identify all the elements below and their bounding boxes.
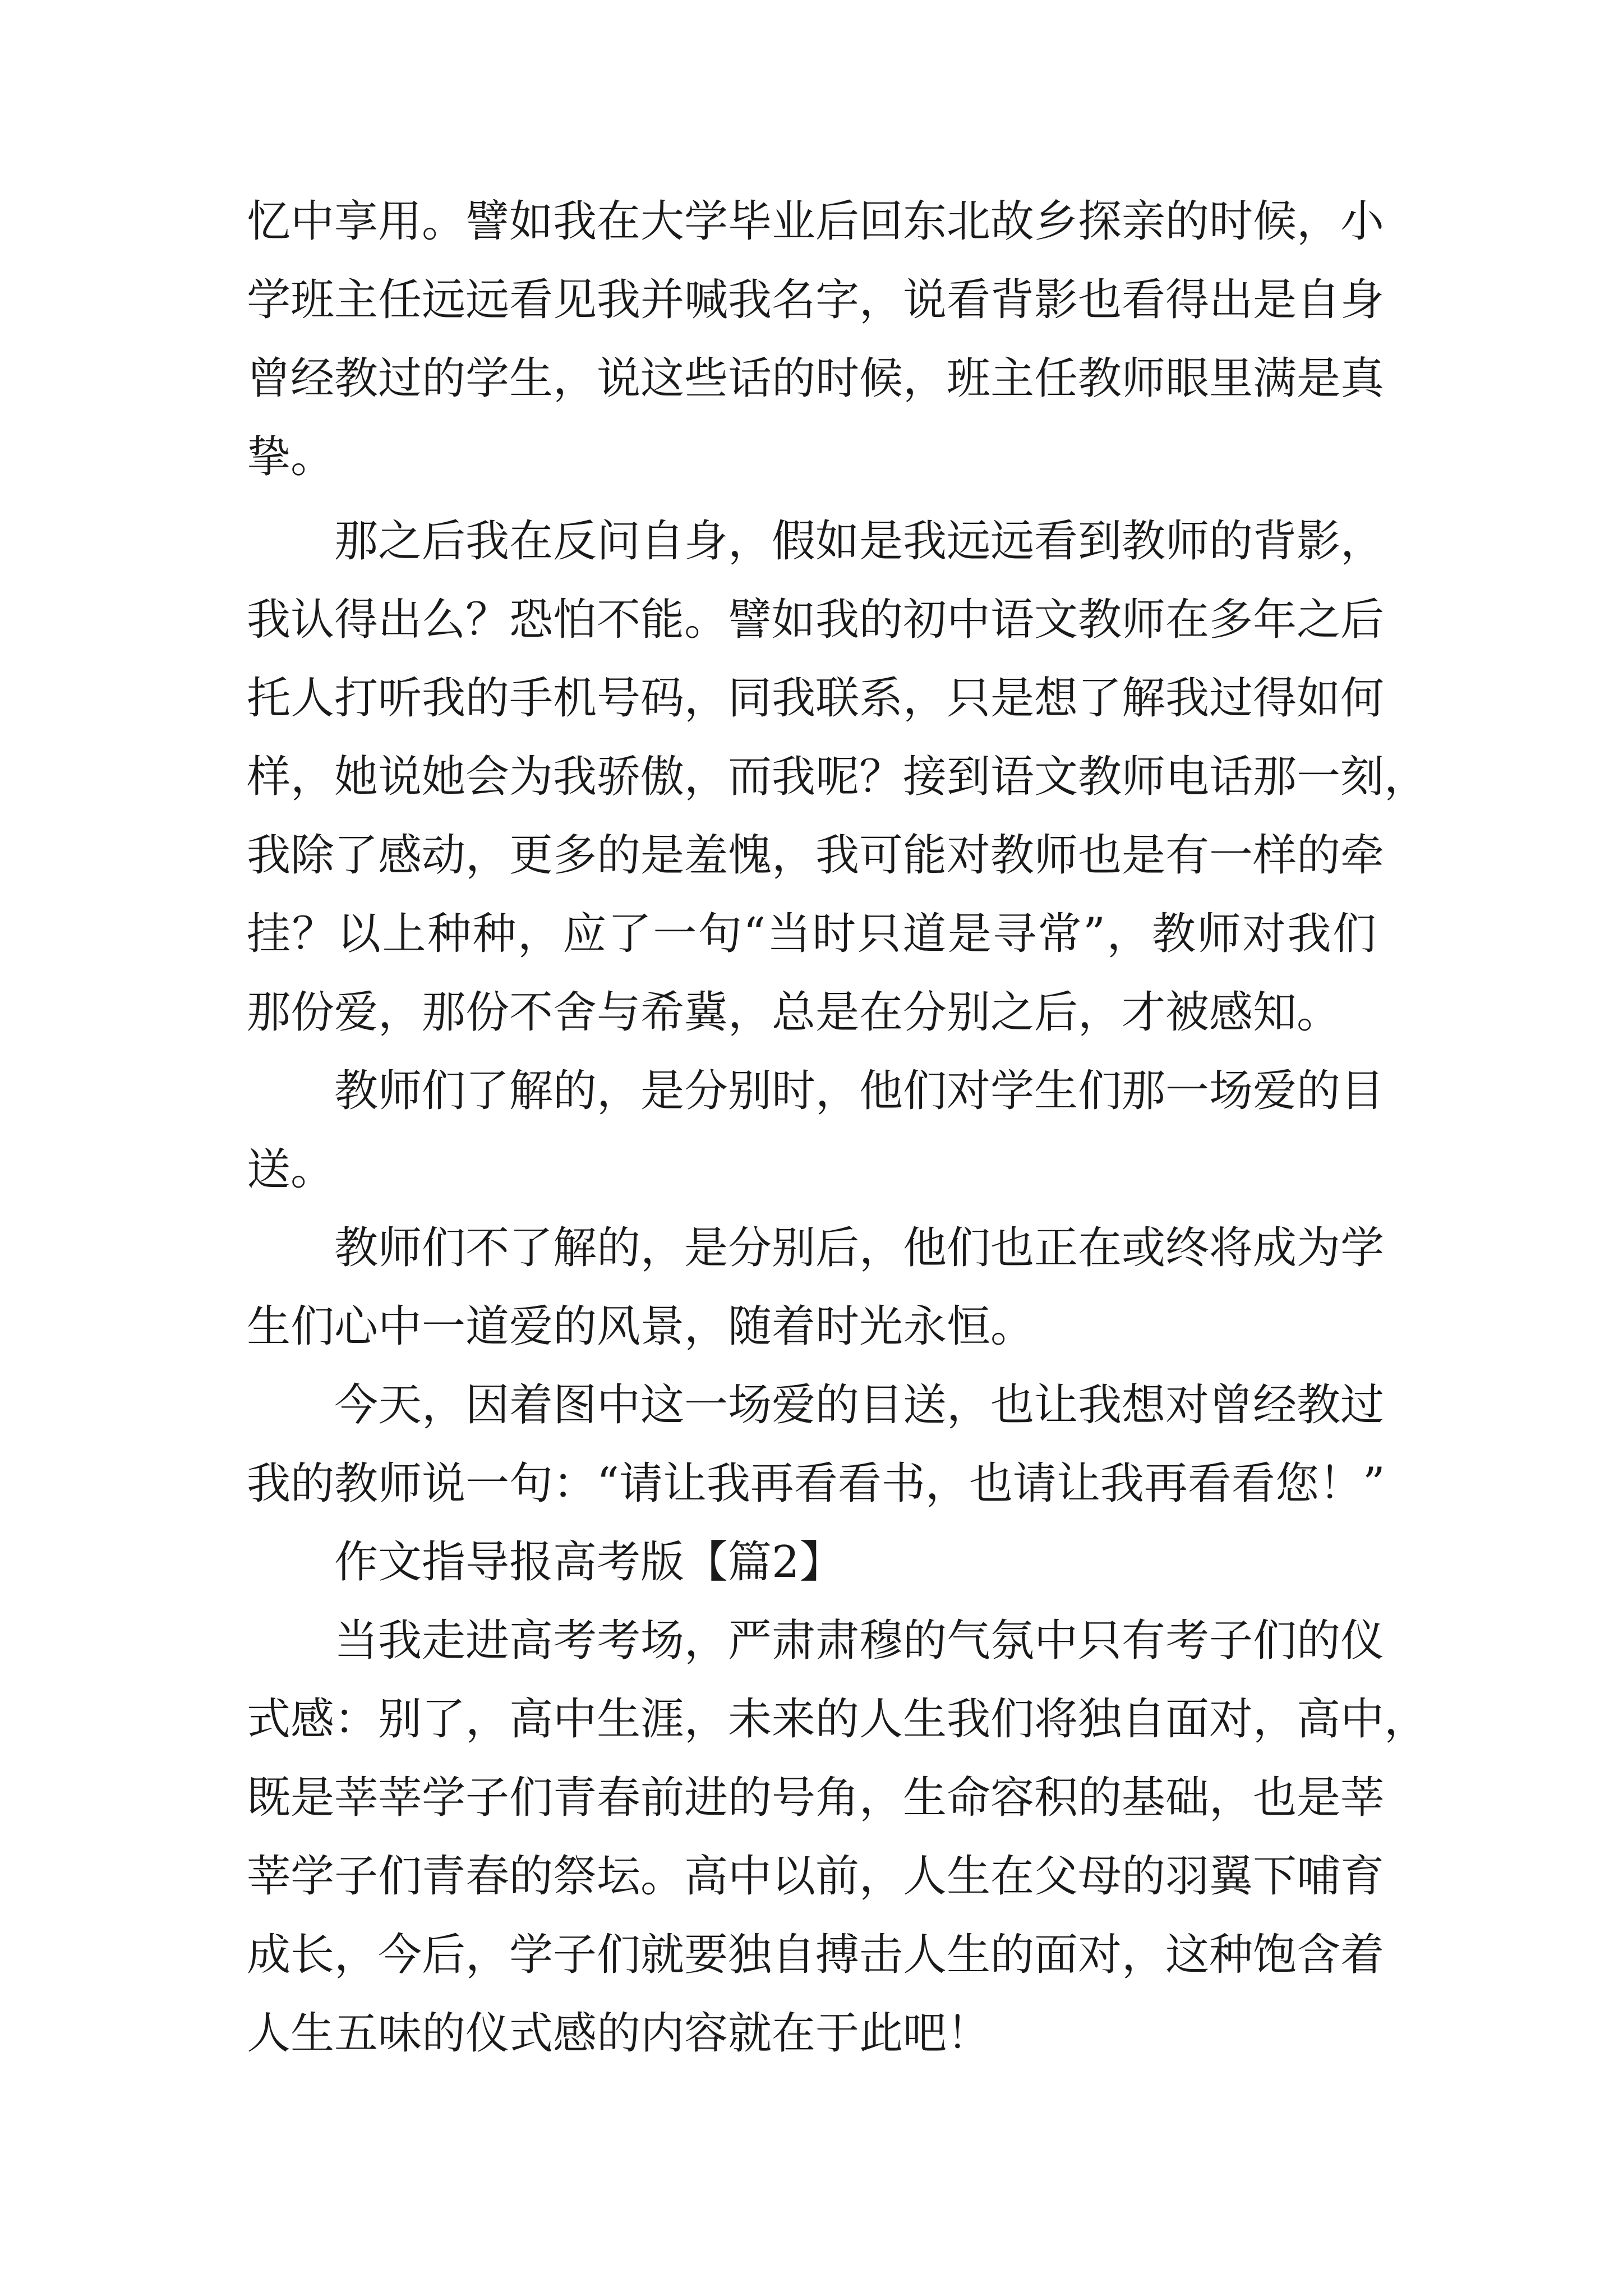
paragraph-first-line: 教师们不了解的，是分别后，他们也正在或终将成为学 [334, 1223, 1385, 1273]
text-line: 人生五味的仪式感的内容就在于此吧！ [247, 2008, 991, 2059]
text-line: 挂？以上种种，应了一句“当时只道是寻常”，教师对我们 [247, 909, 1376, 959]
text-line: 我的教师说一句：“请让我再看看书，也请让我再看看您！” [247, 1458, 1385, 1509]
paragraph-first-line: 那之后我在反问自身，假如是我远远看到教师的背影， [334, 516, 1385, 567]
text-line: 既是莘莘学子们青春前进的号角，生命容积的基础，也是莘 [247, 1773, 1385, 1823]
paragraph-first-line: 今天，因着图中这一场爱的目送，也让我想对曾经教过 [334, 1380, 1385, 1430]
paragraph-first-line: 教师们了解的，是分别时，他们对学生们那一场爱的目 [334, 1066, 1385, 1116]
text-line: 我认得出么？恐怕不能。譬如我的初中语文教师在多年之后 [247, 595, 1385, 645]
text-line: 托人打听我的手机号码，同我联系，只是想了解我过得如何 [247, 673, 1385, 724]
text-line: 生们心中一道爱的风景，随着时光永恒。 [247, 1301, 1035, 1352]
section-heading: 作文指导报高考版【篇2】 [334, 1537, 843, 1588]
text-line: 曾经教过的学生，说这些话的时候，班主任教师眼里满是真 [247, 353, 1385, 404]
text-line: 样，她说她会为我骄傲，而我呢？接到语文教师电话那一刻， [247, 752, 1428, 802]
text-line: 成长，今后，学子们就要独自搏击人生的面对，这种饱含着 [247, 1930, 1385, 1980]
text-line: 忆中享用。譬如我在大学毕业后回东北故乡探亲的时候，小 [247, 196, 1385, 247]
text-line: 莘学子们青春的祭坛。高中以前，人生在父母的羽翼下哺育 [247, 1851, 1385, 1902]
text-line: 挚。 [247, 432, 335, 482]
text-line: 那份爱，那份不舍与希冀，总是在分别之后，才被感知。 [247, 987, 1341, 1038]
text-line: 学班主任远远看见我并喊我名字，说看背影也看得出是自身 [247, 275, 1385, 325]
text-line: 我除了感动，更多的是羞愧，我可能对教师也是有一样的牵 [247, 830, 1385, 881]
text-line: 送。 [247, 1144, 335, 1195]
paragraph-first-line: 当我走进高考考场，严肃肃穆的气氛中只有考子们的仪 [334, 1616, 1385, 1666]
text-line: 式感：别了，高中生涯，未来的人生我们将独自面对，高中， [247, 1694, 1428, 1745]
